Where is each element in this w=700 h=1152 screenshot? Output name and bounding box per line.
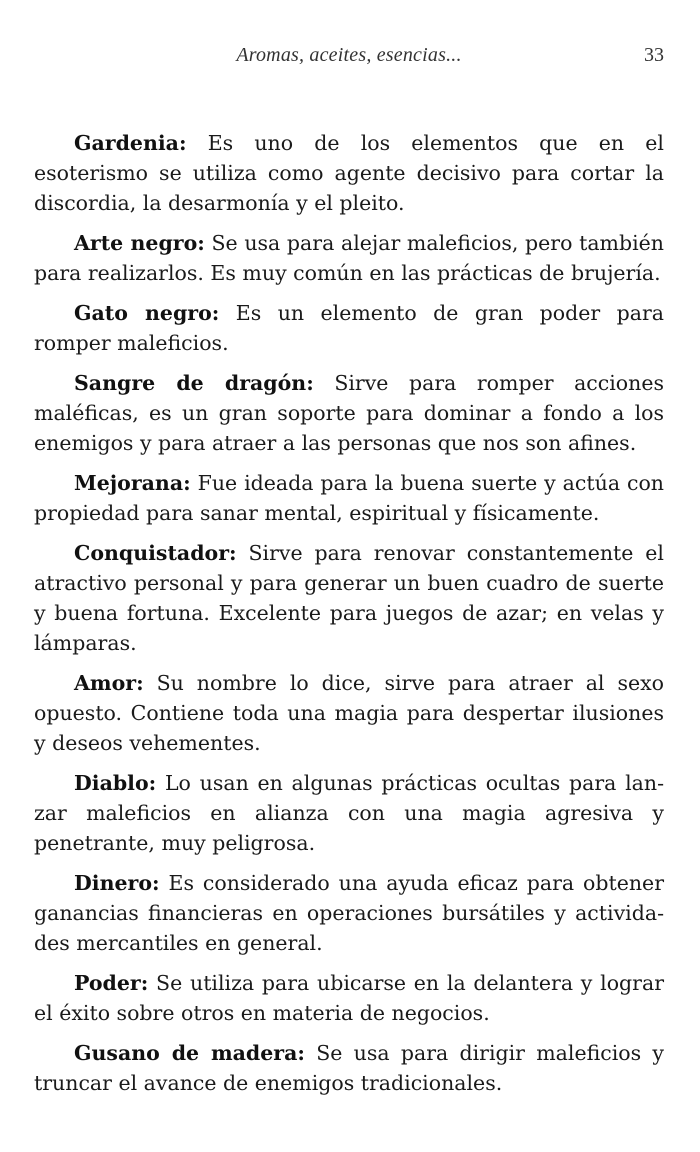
- entry-text: Es un elemento de gran poder para romper maleficios.: [34, 301, 664, 355]
- entry-gardenia: [34, 128, 664, 218]
- entry-term: Gardenia:: [74, 131, 187, 155]
- entry-diablo: [34, 768, 664, 858]
- entry-gusano-de-madera: [34, 1038, 664, 1098]
- entry-conquistador: [34, 538, 664, 658]
- entry-text: Su nombre lo dice, sirve para atraer al sexo opuesto. Contiene toda una magia para despertar ilusiones y deseos vehementes.: [34, 671, 664, 755]
- entry-term: Amor:: [74, 671, 144, 695]
- entry-term: Gusano de madera:: [74, 1041, 305, 1065]
- entry-term: Gato negro:: [74, 301, 220, 325]
- entry-mejorana: [34, 468, 664, 528]
- entry-dinero: [34, 868, 664, 958]
- running-title: Aromas, aceites, esencias...: [236, 44, 462, 66]
- entry-text: Es uno de los elementos que en el esoterismo se utiliza como agente decisivo para cortar la discordia, la desarmonía y el pleito.: [34, 131, 664, 215]
- entry-sangre-de-dragon: [34, 368, 664, 458]
- entry-text: Lo usan en algunas prácticas ocultas para lanzar maleficios en alianza con una magia agresiva y penetrante, muy peligrosa.: [34, 771, 664, 855]
- entry-text: Se usa para alejar maleficios, pero también para realizarlos. Es muy común en las prácticas de brujería.: [34, 231, 664, 285]
- entry-term: Dinero:: [74, 871, 160, 895]
- entry-amor: [34, 668, 664, 758]
- entry-term: Sangre de dragón:: [74, 371, 314, 395]
- entry-poder: [34, 968, 664, 1028]
- page-number: 33: [644, 44, 664, 66]
- entry-term: Conquistador:: [74, 541, 237, 565]
- entry-term: Diablo:: [74, 771, 157, 795]
- page-body: [34, 128, 664, 1108]
- entry-term: Mejorana:: [74, 471, 191, 495]
- entry-text: Fue ideada para la buena suerte y actúa con propiedad para sanar mental, espiritual y físicamente.: [34, 471, 664, 525]
- entry-term: Poder:: [74, 971, 149, 995]
- entry-text: Se usa para dirigir maleficios y truncar el avance de enemigos tradicionales.: [34, 1041, 664, 1095]
- running-header: [34, 44, 664, 74]
- entry-text: Sirve para renovar constantemente el atractivo personal y para generar un buen cuadro de suerte y buena fortuna. Excelente para juegos de azar; en velas y lámparas.: [34, 541, 664, 655]
- entry-gato-negro: [34, 298, 664, 358]
- entry-text: Sirve para romper acciones maléficas, es un gran soporte para dominar a fondo a los enemigos y para atraer a las personas que nos son afines.: [34, 371, 665, 455]
- entry-text: Es considerado una ayuda eficaz para obtener ganancias financieras en operaciones bursátiles y actividades mercantiles en general.: [34, 871, 664, 955]
- entry-text: Se utiliza para ubicarse en la delantera y lograr el éxito sobre otros en materia de negocios.: [34, 971, 664, 1025]
- entry-term: Arte negro:: [74, 231, 205, 255]
- entry-arte-negro: [34, 228, 664, 288]
